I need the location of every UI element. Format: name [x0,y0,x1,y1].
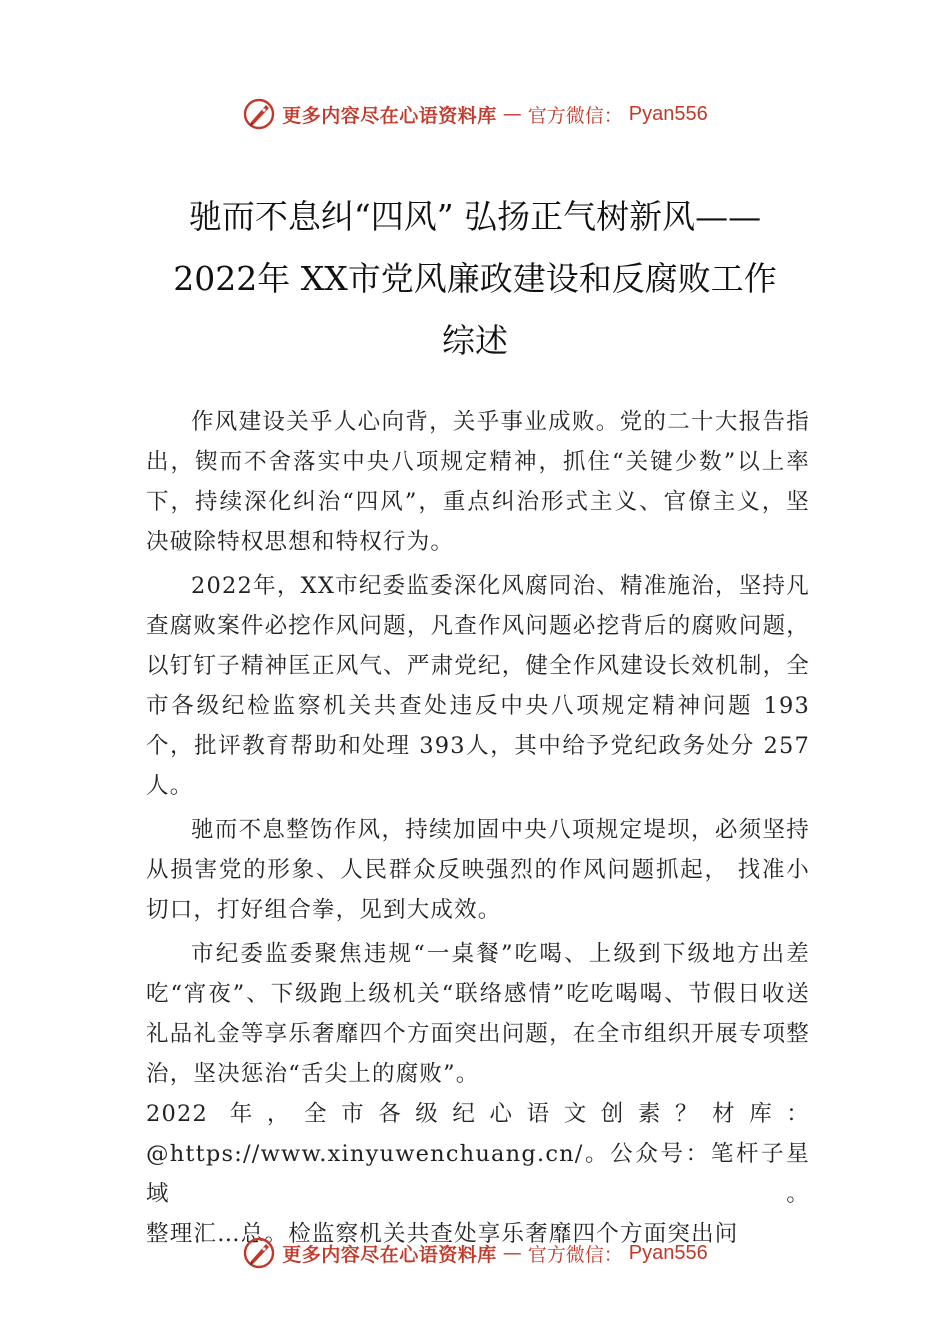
banner-brand: 更多内容尽在心语资料库 [282,104,497,127]
banner-brand: 更多内容尽在心语资料库 [282,1243,497,1266]
pen-logo-icon [242,97,276,131]
paragraph-3: 驰而不息整饬作风，持续加固中央八项规定堤坝，必须坚持从损害党的形象、人民群众反映强烈的作风问题抓起， 找准小切口，打好组合拳，见到大成效。 [146,817,810,923]
raw-line-3: 整理汇…总。检监察机关共查处享乐奢靡四个方面突出问 [146,1221,739,1247]
banner-wechat-label: 官方微信： [527,1243,623,1266]
title-line-3: 综述 [442,321,508,360]
header-banner [0,94,950,134]
title-line-1: 驰而不息纠“四风” 弘扬正气树新风—— [188,197,762,236]
paragraph-4: 市纪委监委聚焦违规“一桌餐”吃喝、上级到下级地方出差吃“宵夜”、下级跑上级机关“联络感情”吃吃喝喝、节假日收送礼品礼金等享乐奢靡四个方面突出问题，在全市组织开展专项整治，坚决惩治“舌尖上的腐败”。 [146,941,810,1087]
banner-dash: — [502,1242,522,1264]
paragraph-1: 作风建设关乎人心向背，关乎事业成败。党的二十大报告指出，锲而不舍落实中央八项规定精神，抓住“关键少数”以上率下，持续深化纠治“四风”，重点纠治形式主义、官僚主义，坚决破除特权思想和特权行为。 [146,409,810,555]
footer-banner [0,1233,950,1273]
document-body [146,402,810,1254]
banner-wechat-label: 官方微信： [527,104,623,127]
pen-logo-icon [242,1236,276,1270]
raw-line-1: 2022 年，全市各级纪心语文创素？材库： [146,1101,810,1127]
title-line-2: 2022年 XX市党风廉政建设和反腐败工作 [173,259,777,298]
banner-dash: — [502,103,522,125]
raw-line-2: @https://www.xinyuwenchuang.cn/。公众号：笔杆子星域。 [146,1141,810,1207]
paragraph-2: 2022年，XX市纪委监委深化风腐同治、精准施治，坚持凡查腐败案件必挖作风问题，凡查作风问题必挖背后的腐败问题，以钉钉子精神匡正风气、严肃党纪，健全作风建设长效机制，全市各级纪检监察机关共查处违反中央八项规定精神问题 193个，批评教育帮助和处理 393人，其中给予党纪政务处分 257人。 [146,573,810,799]
document-title [110,186,840,372]
banner-wechat-id: Pyan556 [628,102,708,125]
banner-wechat-id: Pyan556 [628,1241,708,1264]
